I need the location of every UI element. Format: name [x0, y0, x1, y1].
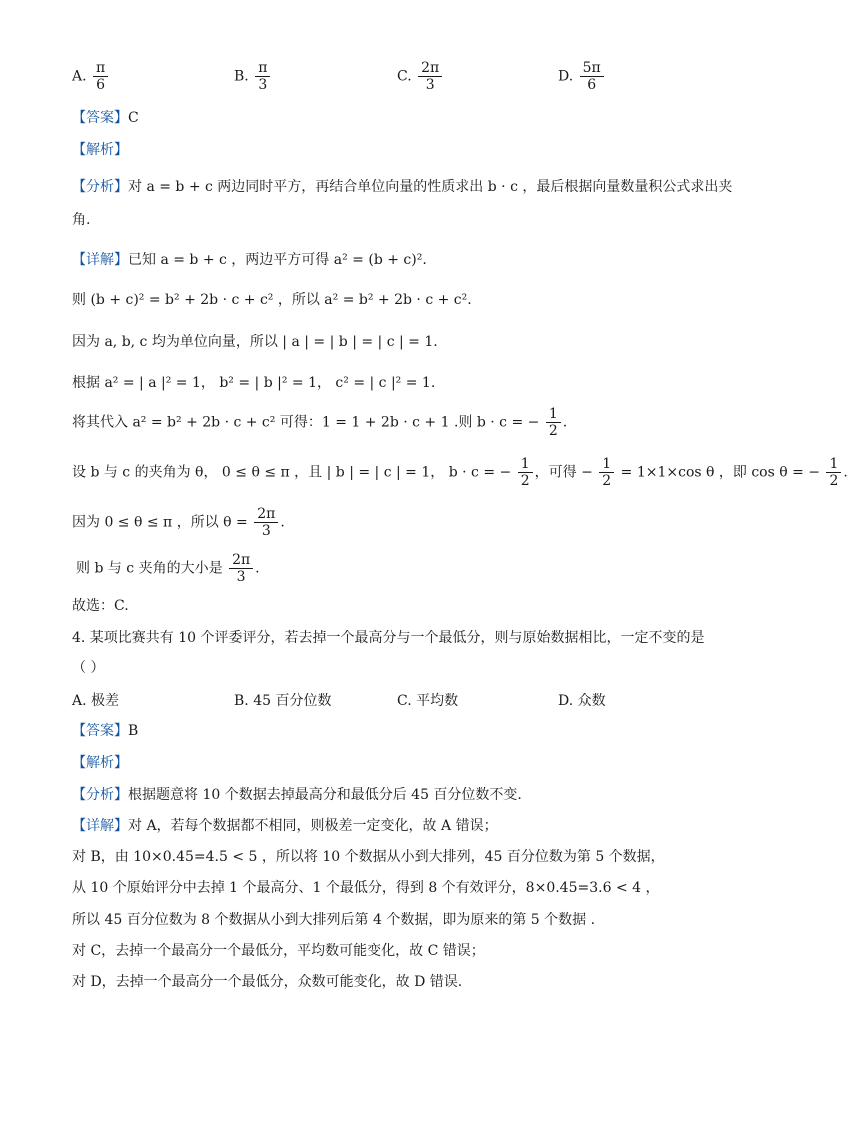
q4-detail-line-3: 从 10 个原始评分中去掉 1 个最高分、1 个最低分，得到 8 个有效评分，8×0.45=3.6 < 4 ， — [72, 880, 660, 896]
q3-option-d: D. $\frac{5\pi}{6}$ — [558, 60, 606, 93]
q3-detail-line-2: 则 (b + c)² = b² + 2b · c + c² ，所以 a² = b² + 2b · c + c². — [72, 292, 472, 308]
q4-option-d: D. 众数 — [558, 693, 606, 709]
q4-detail-line-5: 对 C，去掉一个最高分一个最低分，平均数可能变化，故 C 错误； — [72, 943, 485, 959]
fraction: $\frac{2\pi}{3}$ — [418, 60, 442, 93]
q3-detail-line-6: 设 b 与 c 的夹角为 θ， 0 ≤ θ ≤ π ，且 | b | = | c | = 1， b · c = − $\frac{1}{2}$ ，可得 − $\frac{1}{2}$ = 1×1×cos θ ，即 cos θ = − $\frac{1}{2}$ . — [72, 456, 848, 489]
q4-analysis-heading: 【解析】 — [72, 755, 128, 771]
q4-option-c: C. 平均数 — [397, 693, 459, 709]
q3-detail-line-1: 【详解】已知 a = b + c ，两边平方可得 a² = (b + c)². — [72, 252, 427, 268]
q3-analysis-heading: 【解析】 — [72, 142, 128, 158]
q3-detail-line-4: 根据 a² = | a |² = 1， b² = | b |² = 1， c² = | c |² = 1. — [72, 375, 436, 391]
q4-fenxi: 【分析】根据题意将 10 个数据去掉最高分和最低分后 45 百分位数不变. — [72, 787, 522, 803]
q3-detail-line-3: 因为 a, b, c 均为单位向量，所以 | a | = | b | = | c | = 1. — [72, 334, 438, 350]
fraction: $\frac{2\pi}{3}$ — [254, 506, 278, 539]
q4-stem-line-1: 4. 某项比赛共有 10 个评委评分，若去掉一个最高分与一个最低分，则与原始数据相比，一定不变的是 — [72, 630, 705, 646]
q4-detail-line-1: 【详解】对 A，若每个数据都不相同，则极差一定变化，故 A 错误； — [72, 818, 498, 834]
fraction: $\frac{1}{2}$ — [599, 456, 614, 489]
fraction: $\frac{\pi}{3}$ — [255, 60, 270, 93]
q4-detail-line-2: 对 B，由 10×0.45=4.5 < 5 ，所以将 10 个数据从小到大排列，45 百分位数为第 5 个数据， — [72, 849, 665, 865]
q4-stem-line-2: （ ） — [72, 660, 105, 676]
fraction: $\frac{1}{2}$ — [518, 456, 533, 489]
fraction: $\frac{1}{2}$ — [546, 406, 561, 439]
q4-detail-line-6: 对 D，去掉一个最高分一个最低分，众数可能变化，故 D 错误. — [72, 974, 463, 990]
q4-detail-line-4: 所以 45 百分位数为 8 个数据从小到大排列后第 4 个数据，即为原来的第 5 个数据 . — [72, 912, 596, 928]
q3-detail-line-7: 因为 0 ≤ θ ≤ π ，所以 θ = $\frac{2\pi}{3}$ . — [72, 506, 285, 539]
fraction: $\frac{1}{2}$ — [826, 456, 841, 489]
q3-option-a: A. $\frac{\pi}{6}$ — [72, 60, 110, 93]
fraction: $\frac{2\pi}{3}$ — [229, 552, 253, 585]
q4-option-a: A. 极差 — [72, 693, 120, 709]
q3-answer: 【答案】C — [72, 110, 139, 126]
fraction: $\frac{5\pi}{6}$ — [580, 60, 604, 93]
q4-answer: 【答案】B — [72, 723, 139, 739]
q3-fenxi-line-1: 【分析】对 a = b + c 两边同时平方，再结合单位向量的性质求出 b · c ，最后根据向量数量积公式求出夹 — [72, 179, 733, 195]
q3-detail-line-5: 将其代入 a² = b² + 2b · c + c² 可得：1 = 1 + 2b · c + 1 .则 b · c = − $\frac{1}{2}$ . — [72, 406, 568, 439]
q3-option-b: B. $\frac{\pi}{3}$ — [234, 60, 272, 93]
q4-option-b: B. 45 百分位数 — [234, 693, 332, 709]
q3-detail-line-8: 则 b 与 c 夹角的大小是 $\frac{2\pi}{3}$ . — [76, 552, 260, 585]
q3-choice: 故选：C. — [72, 598, 129, 614]
q3-option-c: C. $\frac{2\pi}{3}$ — [397, 60, 444, 93]
q3-fenxi-line-2: 角. — [72, 212, 91, 228]
fraction: $\frac{\pi}{6}$ — [93, 60, 108, 93]
